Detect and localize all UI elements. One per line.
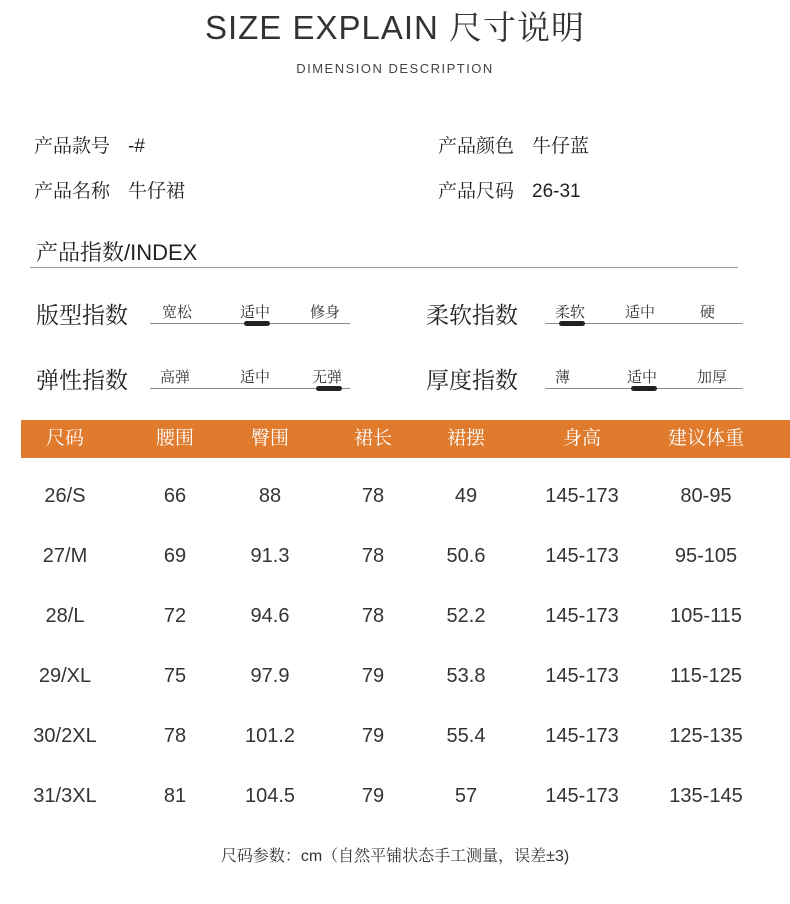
table-cell: 79 <box>361 785 385 807</box>
table-cell: 145-173 <box>545 605 619 627</box>
scale-selected-marker <box>559 321 585 326</box>
measurement-note: 尺码参数：cm（自然平铺状态手工测量，误差±3) <box>220 848 570 865</box>
table-cell: 78 <box>361 485 385 507</box>
product-color-label: 产品颜色 <box>438 136 515 157</box>
scale-option: 硬 <box>700 304 716 321</box>
table-cell: 145-173 <box>545 485 619 507</box>
scale-option: 适中 <box>240 369 271 386</box>
table-cell: 79 <box>361 725 385 747</box>
table-header-cell: 裙长 <box>353 428 393 449</box>
table-cell: 28/L <box>45 605 85 627</box>
table-header-cell: 身高 <box>562 428 602 449</box>
product-color <box>438 131 589 158</box>
table-header-cell: 腰围 <box>155 428 195 449</box>
table-cell: 78 <box>163 725 187 747</box>
table-cell: 81 <box>163 785 187 807</box>
table-cell: 75 <box>163 665 187 687</box>
product-color-value: 牛仔蓝 <box>532 136 590 157</box>
product-model-label: 产品款号 <box>34 136 111 157</box>
scale-option: 高弹 <box>160 369 191 386</box>
product-name-label: 产品名称 <box>34 181 111 202</box>
table-cell: 105-115 <box>670 605 742 627</box>
scale-name: 厚度指数 <box>426 367 518 393</box>
table-cell: 72 <box>163 605 187 627</box>
table-cell: 94.6 <box>250 605 290 627</box>
scale-option: 薄 <box>555 369 571 386</box>
index-heading: 产品指数/INDEX <box>36 240 198 265</box>
table-cell: 27/M <box>42 545 88 567</box>
table-cell: 30/2XL <box>33 725 97 747</box>
table-cell: 66 <box>163 485 187 507</box>
table-cell: 145-173 <box>545 725 619 747</box>
scale-name: 柔软指数 <box>426 302 518 328</box>
table-cell: 97.9 <box>250 665 290 687</box>
scale-option: 修身 <box>310 304 341 321</box>
table-header-cell: 裙摆 <box>446 428 486 449</box>
table-cell: 125-135 <box>669 725 743 747</box>
table-cell: 145-173 <box>545 785 619 807</box>
size-table-header <box>21 420 790 458</box>
table-cell: 88 <box>258 485 282 507</box>
index-divider <box>30 267 738 268</box>
product-size-label: 产品尺码 <box>438 181 515 202</box>
scale-name: 版型指数 <box>36 302 128 328</box>
scale-selected-marker <box>316 386 342 391</box>
table-cell: 101.2 <box>244 725 296 747</box>
scale-name: 弹性指数 <box>36 367 128 393</box>
table-cell: 49 <box>454 485 478 507</box>
table-cell: 104.5 <box>244 785 296 807</box>
scale-selected-marker <box>244 321 270 326</box>
scale-option: 加厚 <box>697 369 728 386</box>
table-cell: 145-173 <box>545 665 619 687</box>
page-title: SIZE EXPLAIN 尺寸说明 <box>204 9 586 46</box>
page-subtitle: DIMENSION DESCRIPTION <box>296 61 494 76</box>
product-size <box>438 176 581 203</box>
product-model-value: -# <box>128 136 145 157</box>
scale-option: 柔软 <box>555 304 586 321</box>
table-cell: 80-95 <box>680 485 732 507</box>
product-size-value: 26-31 <box>532 181 581 202</box>
scale-selected-marker <box>631 386 657 391</box>
table-cell: 115-125 <box>670 665 742 687</box>
product-name-value: 牛仔裙 <box>128 181 186 202</box>
table-cell: 57 <box>454 785 478 807</box>
table-cell: 79 <box>361 665 385 687</box>
table-cell: 52.2 <box>446 605 486 627</box>
table-cell: 26/S <box>44 485 86 507</box>
table-cell: 91.3 <box>250 545 290 567</box>
table-cell: 69 <box>163 545 187 567</box>
table-cell: 135-145 <box>669 785 743 807</box>
table-cell: 50.6 <box>446 545 486 567</box>
table-header-cell: 尺码 <box>45 428 85 449</box>
table-header-cell: 臀围 <box>250 428 290 449</box>
table-cell: 78 <box>361 605 385 627</box>
scale-option: 适中 <box>627 369 658 386</box>
table-cell: 31/3XL <box>33 785 97 807</box>
table-cell: 55.4 <box>446 725 486 747</box>
product-name <box>34 176 185 203</box>
table-cell: 95-105 <box>674 545 738 567</box>
table-cell: 53.8 <box>446 665 486 687</box>
table-cell: 29/XL <box>38 665 92 687</box>
table-header-cell: 建议体重 <box>667 428 745 449</box>
table-cell: 78 <box>361 545 385 567</box>
table-cell: 145-173 <box>545 545 619 567</box>
scale-option: 适中 <box>240 304 271 321</box>
scale-option: 无弹 <box>312 369 343 386</box>
scale-option: 适中 <box>625 304 656 321</box>
scale-option: 宽松 <box>162 304 193 321</box>
product-model <box>34 131 145 158</box>
